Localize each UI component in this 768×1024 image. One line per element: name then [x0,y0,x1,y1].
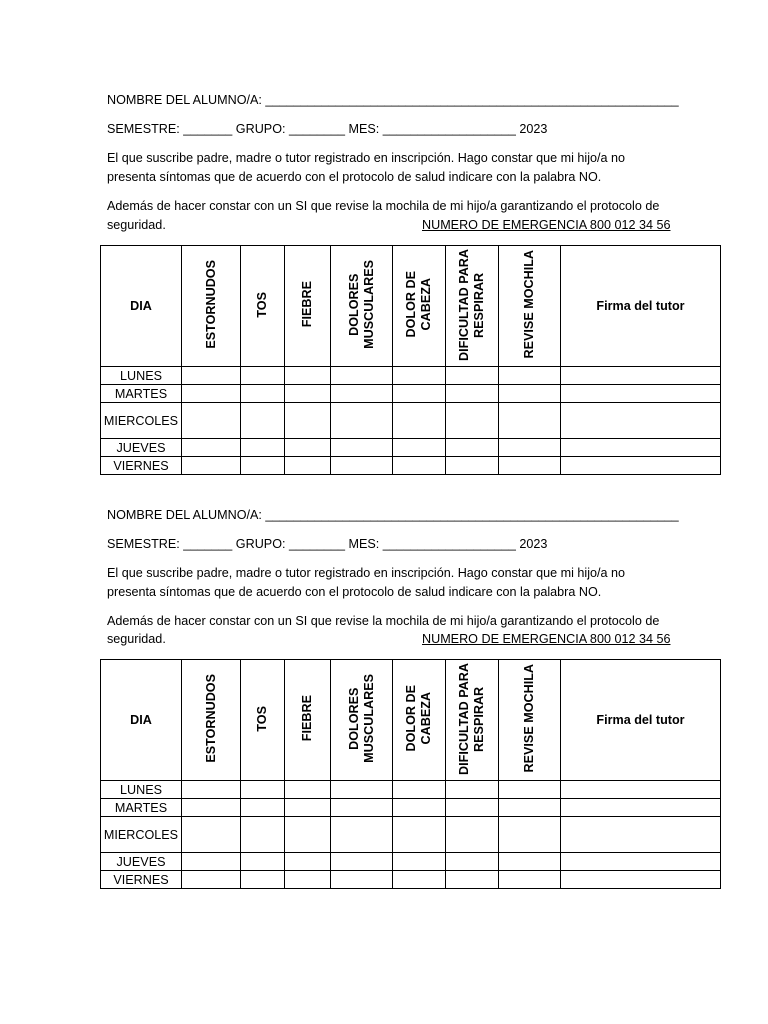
header-fiebre-label: FIEBRE [300,281,314,328]
table-cell[interactable] [499,871,561,889]
header-dolor-cabeza [393,246,446,367]
table-cell[interactable] [446,385,499,403]
table-cell[interactable] [499,781,561,799]
header-tos [241,246,285,367]
table-row [101,871,721,889]
header-dolor-cabeza-label: DOLOR DE CABEZA [404,685,433,752]
table-cell[interactable] [446,781,499,799]
emergency-number: NUMERO DE EMERGENCIA 800 012 34 56 [422,632,671,646]
student-name-line[interactable]: NOMBRE DEL ALUMNO/A: ___________________________________________________________ [107,508,679,522]
table-cell[interactable] [499,385,561,403]
table-cell[interactable] [241,853,285,871]
day-cell: VIERNES [101,457,182,475]
table-cell[interactable] [331,367,393,385]
header-dolores-label: DOLORES MUSCULARES [346,260,376,349]
table-cell[interactable] [285,853,331,871]
declaration-line-2: presenta síntomas que de acuerdo con el protocolo de salud indicare con la palabra NO. [107,170,602,184]
health-form-2 [0,414,768,887]
table-cell[interactable] [393,853,446,871]
table-cell[interactable] [182,853,241,871]
header-fiebre-label: FIEBRE [300,695,314,742]
header-dia: DIA [101,246,182,367]
header-dolores-label: DOLORES MUSCULARES [346,674,376,763]
table-cell[interactable] [393,781,446,799]
table-cell[interactable] [182,781,241,799]
table-row [101,853,721,871]
table-row [101,781,721,799]
table-cell[interactable] [446,853,499,871]
declaration-line-1: El que suscribe padre, madre o tutor registrado en inscripción. Hago constar que mi hijo/a no [107,151,626,165]
health-form-1 [0,0,768,473]
header-fiebre [285,660,331,781]
header-mochila [499,246,561,367]
day-cell: MARTES [101,799,182,817]
table-cell[interactable] [241,367,285,385]
table-cell[interactable] [393,799,446,817]
table-cell[interactable] [285,799,331,817]
declaration-line-1: El que suscribe padre, madre o tutor registrado en inscripción. Hago constar que mi hijo/a no [107,566,626,580]
table-cell[interactable] [499,853,561,871]
day-cell: VIERNES [101,871,182,889]
table-cell[interactable] [446,367,499,385]
header-dificultad [446,246,499,367]
table-cell[interactable] [182,367,241,385]
table-cell[interactable] [241,385,285,403]
signature-cell[interactable] [561,817,721,853]
declaration-line-2: presenta síntomas que de acuerdo con el protocolo de salud indicare con la palabra NO. [107,585,602,599]
table-cell[interactable] [331,781,393,799]
header-estornudos [182,660,241,781]
table-cell[interactable] [182,385,241,403]
table-row [101,385,721,403]
backpack-line-2: seguridad. [107,632,166,646]
day-cell: LUNES [101,367,182,385]
header-firma: Firma del tutor [561,246,721,367]
header-mochila-label: REVISE MOCHILA [522,664,536,773]
table-row [101,367,721,385]
day-cell: MARTES [101,385,182,403]
header-dificultad-label: DIFICULTAD PARA RESPIRAR [457,248,486,361]
table-cell[interactable] [499,799,561,817]
semester-group-month-line[interactable]: SEMESTRE: _______ GRUPO: ________ MES: ___________________ 2023 [107,537,548,551]
table-cell[interactable] [285,817,331,853]
signature-cell[interactable] [561,853,721,871]
student-name-line[interactable]: NOMBRE DEL ALUMNO/A: ___________________________________________________________ [107,93,679,107]
header-dolor-cabeza-label: DOLOR DE CABEZA [404,271,433,338]
table-cell[interactable] [182,799,241,817]
table-cell[interactable] [393,871,446,889]
table-cell[interactable] [331,817,393,853]
header-dificultad-label: DIFICULTAD PARA RESPIRAR [457,662,486,775]
header-tos-label: TOS [255,291,269,318]
backpack-line-2: seguridad. [107,218,166,232]
day-cell: MIERCOLES [101,403,182,439]
table-cell[interactable] [446,817,499,853]
table-cell[interactable] [393,367,446,385]
header-firma: Firma del tutor [561,660,721,781]
table-cell[interactable] [285,385,331,403]
table-cell[interactable] [393,817,446,853]
day-cell: MIERCOLES [101,817,182,853]
header-estornudos [182,246,241,367]
symptom-table [100,659,721,889]
table-cell[interactable] [446,799,499,817]
backpack-line-1: Además de hacer constar con un SI que revise la mochila de mi hijo/a garantizando el protocolo de [107,199,660,213]
table-cell[interactable] [241,781,285,799]
header-fiebre [285,246,331,367]
table-cell[interactable] [499,817,561,853]
signature-cell[interactable] [561,871,721,889]
table-cell[interactable] [331,799,393,817]
table-row [101,799,721,817]
header-estornudos-label: ESTORNUDOS [203,260,218,349]
header-dia: DIA [101,660,182,781]
semester-group-month-line[interactable]: SEMESTRE: _______ GRUPO: ________ MES: ___________________ 2023 [107,122,548,136]
table-cell[interactable] [446,871,499,889]
table-cell[interactable] [393,385,446,403]
backpack-line-1: Además de hacer constar con un SI que revise la mochila de mi hijo/a garantizando el protocolo de [107,614,660,628]
table-cell[interactable] [331,385,393,403]
header-dolores [331,660,393,781]
header-estornudos-label: ESTORNUDOS [203,674,218,763]
header-mochila-label: REVISE MOCHILA [522,250,536,359]
signature-cell[interactable] [561,385,721,403]
table-cell[interactable] [331,853,393,871]
table-cell[interactable] [241,817,285,853]
table-cell[interactable] [241,799,285,817]
table-cell[interactable] [285,367,331,385]
signature-cell[interactable] [561,781,721,799]
header-tos [241,660,285,781]
table-cell[interactable] [182,871,241,889]
table-cell[interactable] [241,871,285,889]
header-tos-label: TOS [255,705,269,732]
table-cell[interactable] [182,817,241,853]
table-cell[interactable] [285,781,331,799]
signature-cell[interactable] [561,799,721,817]
table-cell[interactable] [499,367,561,385]
header-dificultad [446,660,499,781]
emergency-number: NUMERO DE EMERGENCIA 800 012 34 56 [422,218,671,232]
table-cell[interactable] [331,871,393,889]
table-row [101,817,721,853]
header-dolores [331,246,393,367]
header-dolor-cabeza [393,660,446,781]
signature-cell[interactable] [561,367,721,385]
day-cell: JUEVES [101,853,182,871]
day-cell: LUNES [101,781,182,799]
day-cell: JUEVES [101,439,182,457]
header-mochila [499,660,561,781]
table-cell[interactable] [285,871,331,889]
